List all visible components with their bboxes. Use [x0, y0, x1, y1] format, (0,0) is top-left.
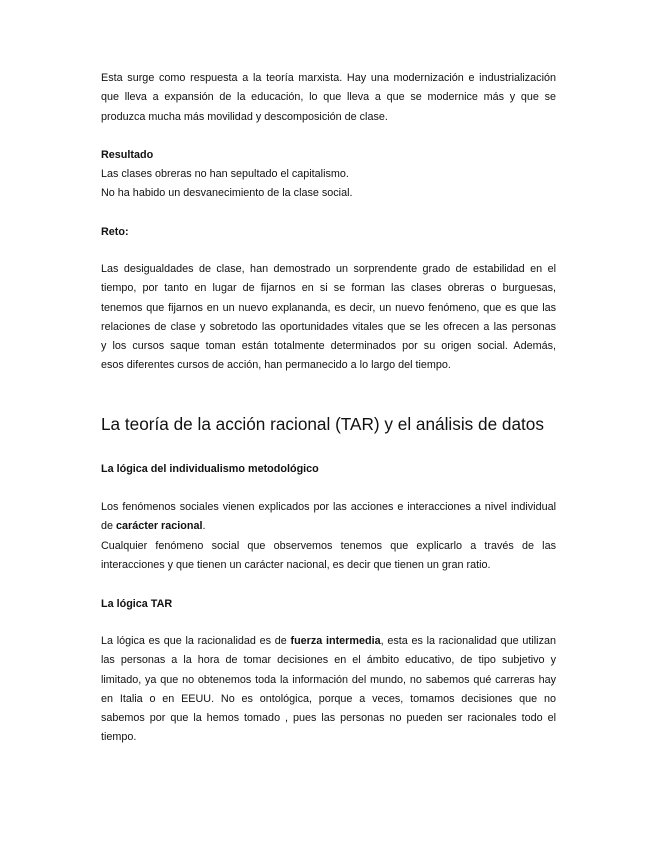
- section-heading-block: [101, 413, 571, 435]
- tar-line: tiempo.: [101, 731, 137, 744]
- reto-line: y los cursos saque toman están totalmente determinados por su origen social. Además,: [101, 340, 556, 353]
- reto-line: tenemos que fijarnos en un nuevo explananda, es decir, un nuevo fenómeno, que es que las: [101, 301, 556, 314]
- caracter-racional-emphasis: carácter racional: [116, 520, 203, 533]
- section-title: La teoría de la acción racional (TAR) y el análisis de datos: [101, 414, 544, 434]
- resultado-heading: Resultado: [101, 149, 154, 161]
- tar-line: limitado, ya que no obtenemos toda la información del mundo, no sabemos qué carreras hay: [101, 673, 556, 686]
- intro-line: Esta surge como respuesta a la teoría marxista. Hay una modernización e industrialización: [101, 72, 556, 84]
- tar-line: [101, 632, 556, 651]
- reto-line: Las desigualdades de clase, han demostrado un sorprendente grado de estabilidad en el: [101, 263, 556, 275]
- tar-line: sabemos por que la hemos tomado , pues las personas no pueden ser racionales todo el: [101, 712, 556, 725]
- tar-line1-prefix: La lógica es que la racionalidad es de: [101, 635, 291, 647]
- intro-line: que lleva a expansión de la educación, lo que lleva a que se modernice más y que se: [101, 91, 556, 104]
- individualismo-heading-block: [101, 460, 556, 479]
- tar-paragraph: [101, 632, 556, 748]
- tar-line: las personas a la hora de tomar decisiones en el ámbito educativo, de tipo subjetivo y: [101, 654, 556, 667]
- resultado-line: No ha habido un desvanecimiento de la clase social.: [101, 187, 353, 200]
- individualismo-line: interacciones y que tienen un carácter nacional, es decir que tienen un gran ratio.: [101, 558, 491, 571]
- tar-line1-suffix: , esta es la racionalidad que utilizan: [380, 635, 556, 647]
- tar-heading: La lógica TAR: [101, 598, 173, 610]
- tar-line: en Italia o en EEUU. No es ontológica, porque a veces, tomamos decisiones que no: [101, 692, 556, 705]
- reto-line: tiempo, por tanto en lugar de fijarnos en si se forman las clases obreras o burguesas,: [101, 282, 556, 295]
- intro-line: produzca mucha más movilidad y descomposición de clase.: [101, 110, 388, 123]
- individualismo-line2-prefix: de: [101, 520, 117, 533]
- individualismo-line: Los fenómenos sociales vienen explicados por las acciones e interacciones a nivel individual: [101, 501, 556, 513]
- tar-heading-block: [101, 595, 556, 614]
- individualismo-paragraph: [101, 498, 556, 575]
- reto-paragraph: [101, 260, 556, 376]
- reto-heading: Reto:: [101, 226, 129, 238]
- individualismo-line2-suffix: .: [202, 520, 206, 533]
- individualismo-heading: La lógica del individualismo metodológico: [101, 463, 319, 475]
- individualismo-line: [101, 517, 556, 536]
- reto-line: relaciones de clase y sobretodo las oportunidades vitales que se les ofrecen a las personas: [101, 320, 556, 333]
- reto-heading-block: [101, 223, 556, 242]
- individualismo-line: Cualquier fenómeno social que observemos tenemos que explicarlo a través de las: [101, 539, 556, 552]
- reto-line: esos diferentes cursos de acción, han permanecido a lo largo del tiempo.: [101, 359, 451, 372]
- intro-paragraph: [101, 69, 556, 127]
- fuerza-intermedia-emphasis: fuerza intermedia: [290, 635, 381, 647]
- resultado-line: Las clases obreras no han sepultado el capitalismo.: [101, 168, 349, 180]
- resultado-section: [101, 146, 556, 204]
